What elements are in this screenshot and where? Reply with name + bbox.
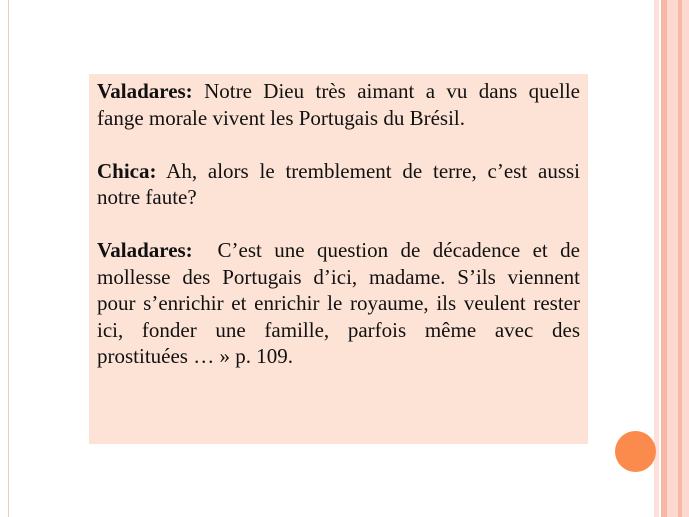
dialogue-text: Ah, alors le tremblement de terre, c’est aussi notre faute? — [97, 158, 580, 209]
dialogue-text: C’est une question de décadence et de mollesse des Portugais d’ici, madame. S’ils viennent pour s’enrichir et enrichir le royaume, ils veulent rester ici, fonder une famille, parfois même avec des prostituées … » p. 109. — [97, 238, 580, 368]
right-stripe-4 — [678, 0, 682, 517]
right-stripe-1 — [654, 0, 659, 517]
quote-box — [89, 74, 588, 444]
dialogue-paragraph — [97, 237, 580, 370]
dialogue-paragraph — [97, 78, 580, 131]
decorative-dot — [615, 431, 656, 472]
left-border — [0, 0, 9, 517]
dialogue-text: Notre Dieu très aimant a vu dans quelle fange morale vivent les Portugais du Brésil. — [97, 79, 580, 130]
speaker-name: Chica: — [97, 158, 157, 183]
speaker-name: Valadares: — [97, 238, 193, 262]
dialogue-paragraph — [97, 158, 580, 211]
speaker-name: Valadares: — [97, 79, 193, 103]
